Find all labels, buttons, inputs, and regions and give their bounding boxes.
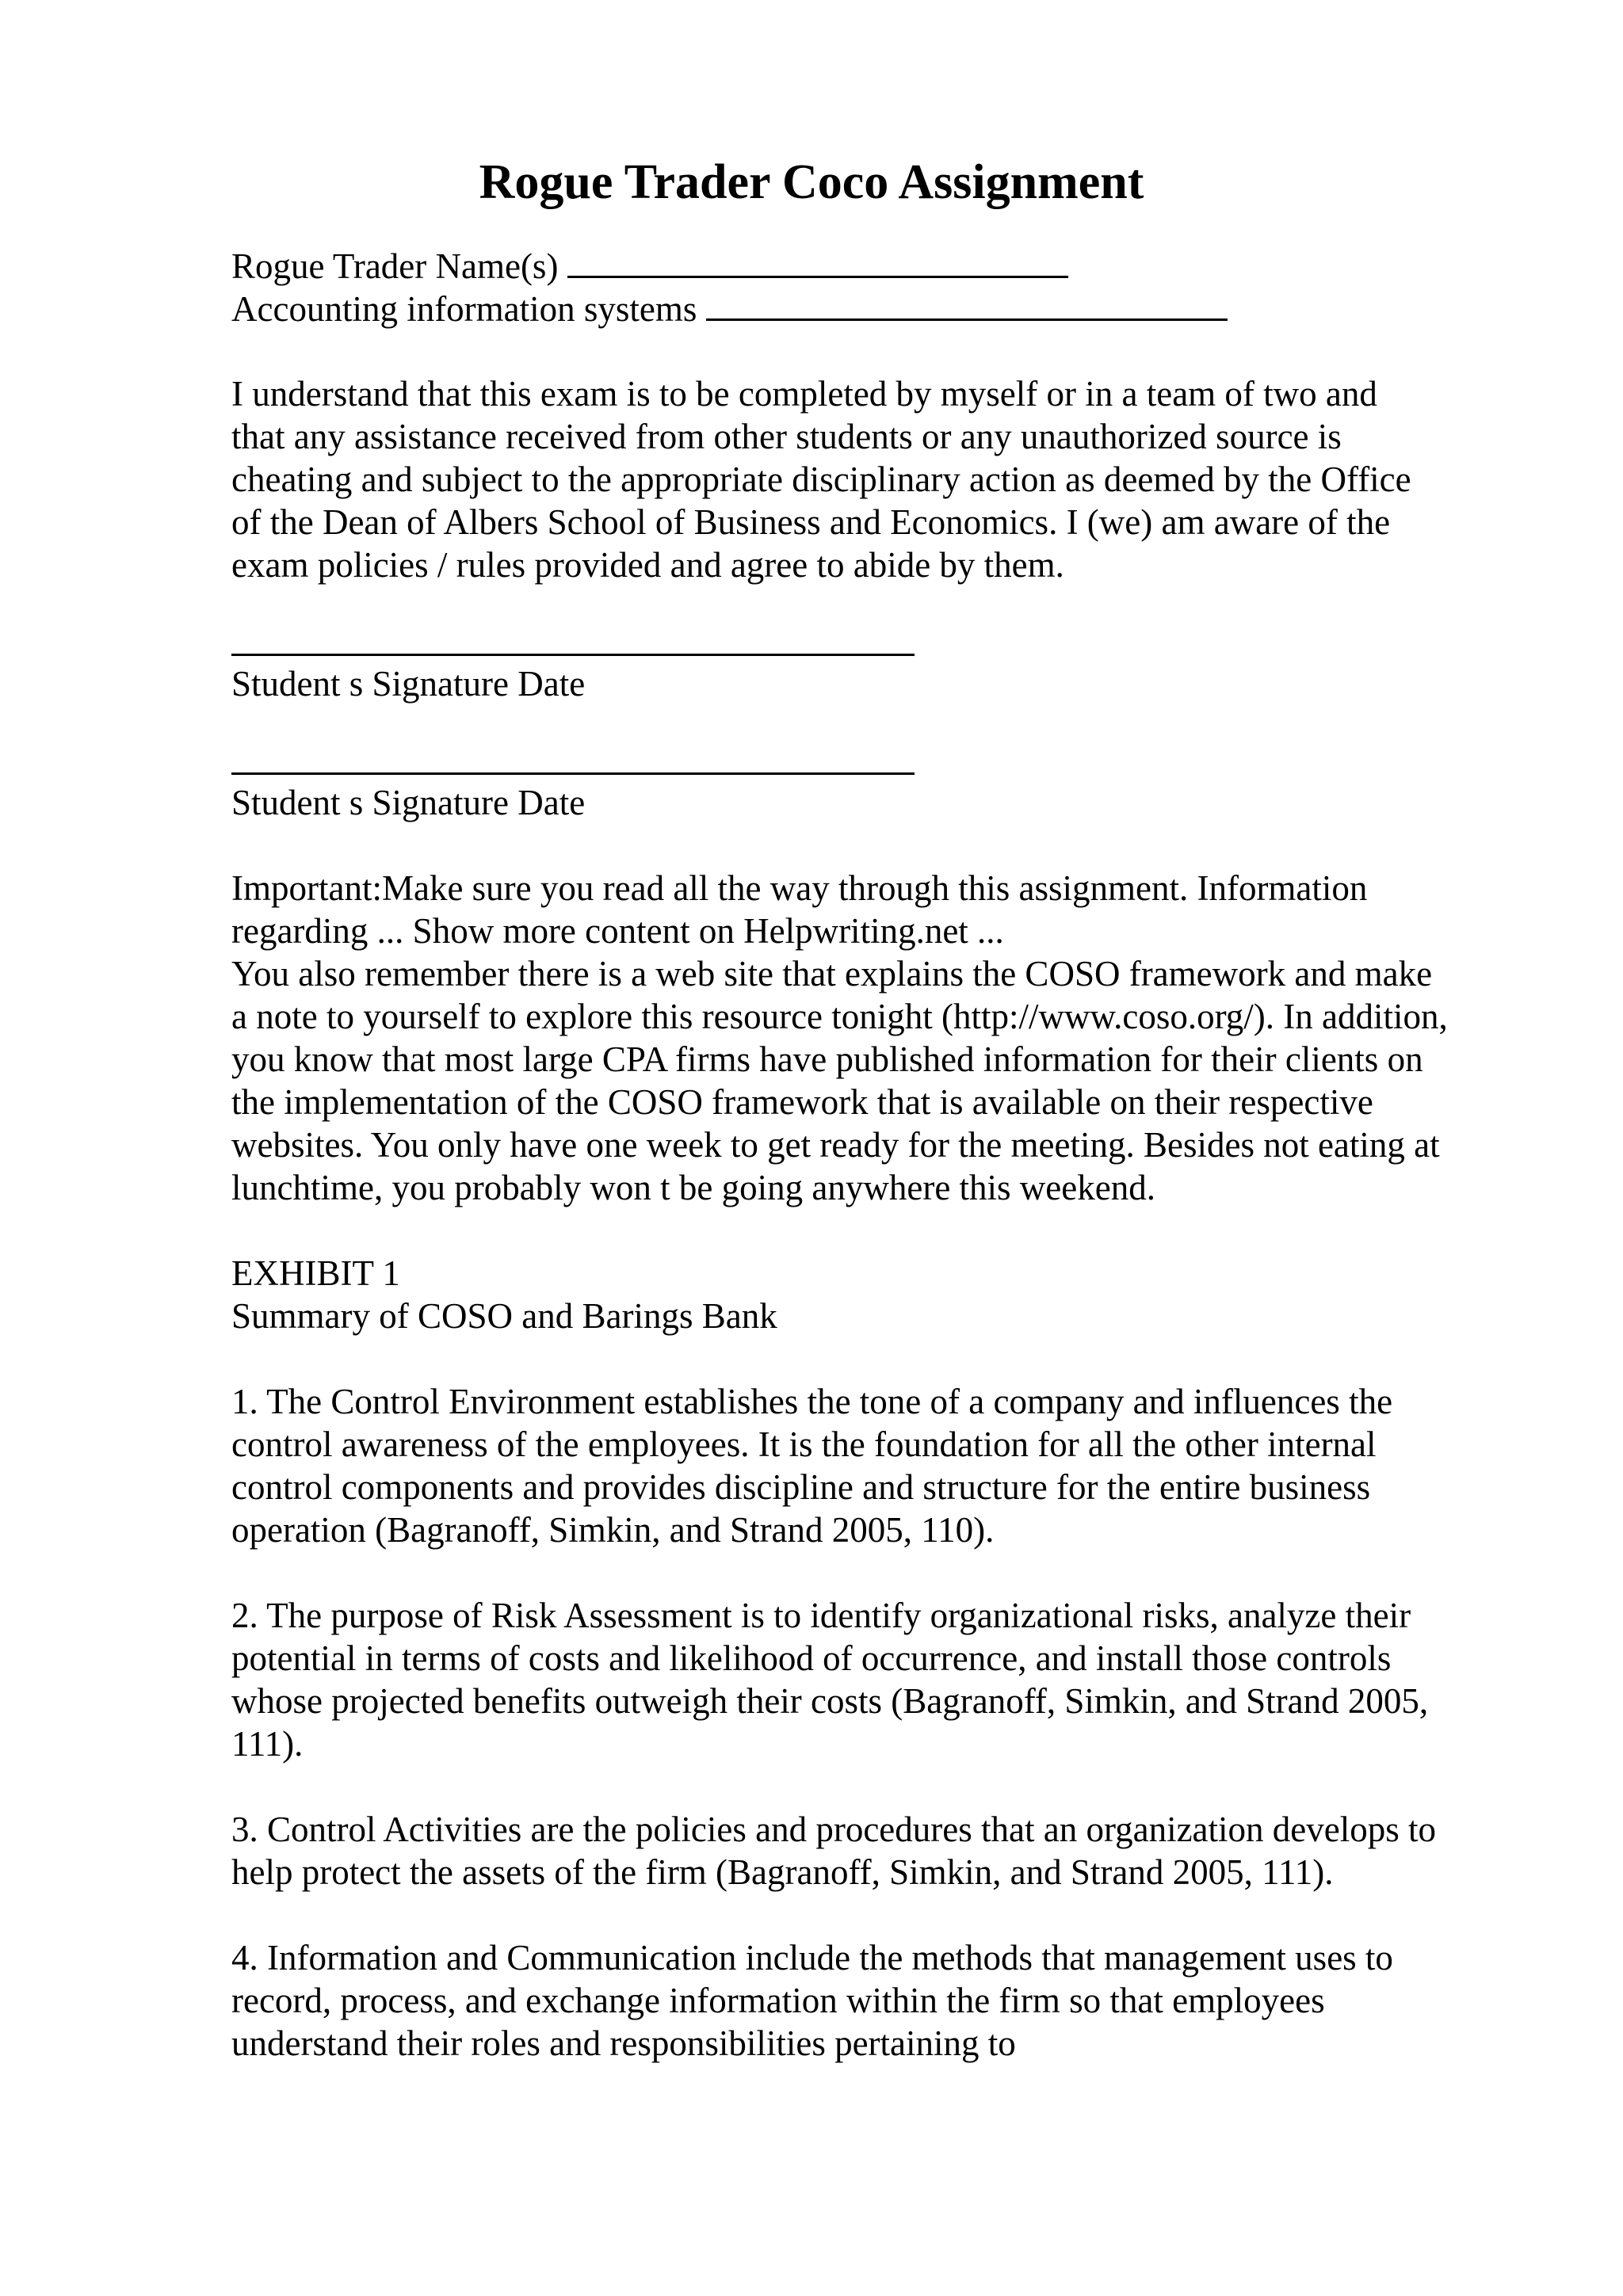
document-title: Rogue Trader Coco Assignment bbox=[479, 155, 1144, 209]
important-line: You also remember there is a web site that explains the COSO framework and make bbox=[231, 954, 1433, 994]
important-line: a note to yourself to explore this resource tonight (http://www.coso.org/). In addition, bbox=[231, 997, 1448, 1036]
pledge-line: I understand that this exam is to be completed by myself or in a team of two and bbox=[231, 374, 1377, 414]
item-line: 3. Control Activities are the policies and procedures that an organization develops to bbox=[231, 1810, 1437, 1849]
coso-item-4 bbox=[231, 1936, 1579, 2065]
name-field-row bbox=[231, 244, 1579, 287]
signature-line-2[interactable] bbox=[231, 772, 915, 775]
item-line: control awareness of the employees. It is the foundation for all the other internal bbox=[231, 1425, 1377, 1464]
name-field-label: Rogue Trader Name(s) bbox=[231, 246, 559, 286]
exhibit-heading: EXHIBIT 1 bbox=[231, 1253, 400, 1293]
name-field-blank[interactable] bbox=[567, 244, 1068, 278]
item-line: 2. The purpose of Risk Assessment is to identify organizational risks, analyze their bbox=[231, 1596, 1411, 1635]
signature-block-1 bbox=[231, 654, 1579, 705]
item-line: understand their roles and responsibilities pertaining to bbox=[231, 2023, 1016, 2063]
item-line: potential in terms of costs and likelihood of occurrence, and install those controls bbox=[231, 1638, 1392, 1678]
important-line: regarding ... Show more content on Helpwriting.net ... bbox=[231, 911, 1004, 951]
pledge-line: exam policies / rules provided and agree to abide by them. bbox=[231, 545, 1064, 585]
important-paragraph bbox=[231, 867, 1579, 1209]
coso-item-2 bbox=[231, 1594, 1579, 1765]
coso-item-3 bbox=[231, 1808, 1579, 1894]
item-line: 4. Information and Communication include the methods that management uses to bbox=[231, 1938, 1393, 1978]
item-line: operation (Bagranoff, Simkin, and Strand 2005, 110). bbox=[231, 1510, 995, 1550]
item-line: 111). bbox=[231, 1724, 304, 1764]
signature-label-2: Student s Signature Date bbox=[231, 783, 586, 822]
course-field-label: Accounting information systems bbox=[231, 289, 697, 329]
exhibit-subheading: Summary of COSO and Barings Bank bbox=[231, 1296, 777, 1336]
signature-label-1: Student s Signature Date bbox=[231, 664, 586, 704]
document-body bbox=[231, 244, 1579, 2065]
important-line: websites. You only have one week to get ready for the meeting. Besides not eating at bbox=[231, 1125, 1440, 1165]
pledge-line: that any assistance received from other students or any unauthorized source is bbox=[231, 417, 1342, 456]
pledge-line: cheating and subject to the appropriate disciplinary action as deemed by the Office bbox=[231, 460, 1411, 499]
signature-block-2 bbox=[231, 772, 1579, 824]
item-line: help protect the assets of the firm (Bagranoff, Simkin, and Strand 2005, 111). bbox=[231, 1852, 1334, 1892]
item-line: record, process, and exchange information within the firm so that employees bbox=[231, 1981, 1325, 2020]
pledge-line: of the Dean of Albers School of Business and Economics. I (we) am aware of the bbox=[231, 502, 1391, 542]
signature-line-1[interactable] bbox=[231, 654, 915, 656]
item-line: whose projected benefits outweigh their costs (Bagranoff, Simkin, and Strand 2005, bbox=[231, 1681, 1429, 1721]
important-line: the implementation of the COSO framework that is available on their respective bbox=[231, 1082, 1373, 1122]
course-field-blank[interactable] bbox=[706, 287, 1228, 321]
item-line: 1. The Control Environment establishes the tone of a company and influences the bbox=[231, 1382, 1393, 1421]
important-line: lunchtime, you probably won t be going anywhere this weekend. bbox=[231, 1168, 1155, 1207]
item-line: control components and provides discipline and structure for the entire business bbox=[231, 1467, 1371, 1507]
course-field-row bbox=[231, 287, 1579, 330]
pledge-paragraph bbox=[231, 372, 1579, 586]
important-line: you know that most large CPA firms have published information for their clients on bbox=[231, 1039, 1423, 1079]
exhibit-header bbox=[231, 1252, 1579, 1337]
important-line: Important:Make sure you read all the way through this assignment. Information bbox=[231, 868, 1368, 908]
coso-item-1 bbox=[231, 1380, 1579, 1551]
